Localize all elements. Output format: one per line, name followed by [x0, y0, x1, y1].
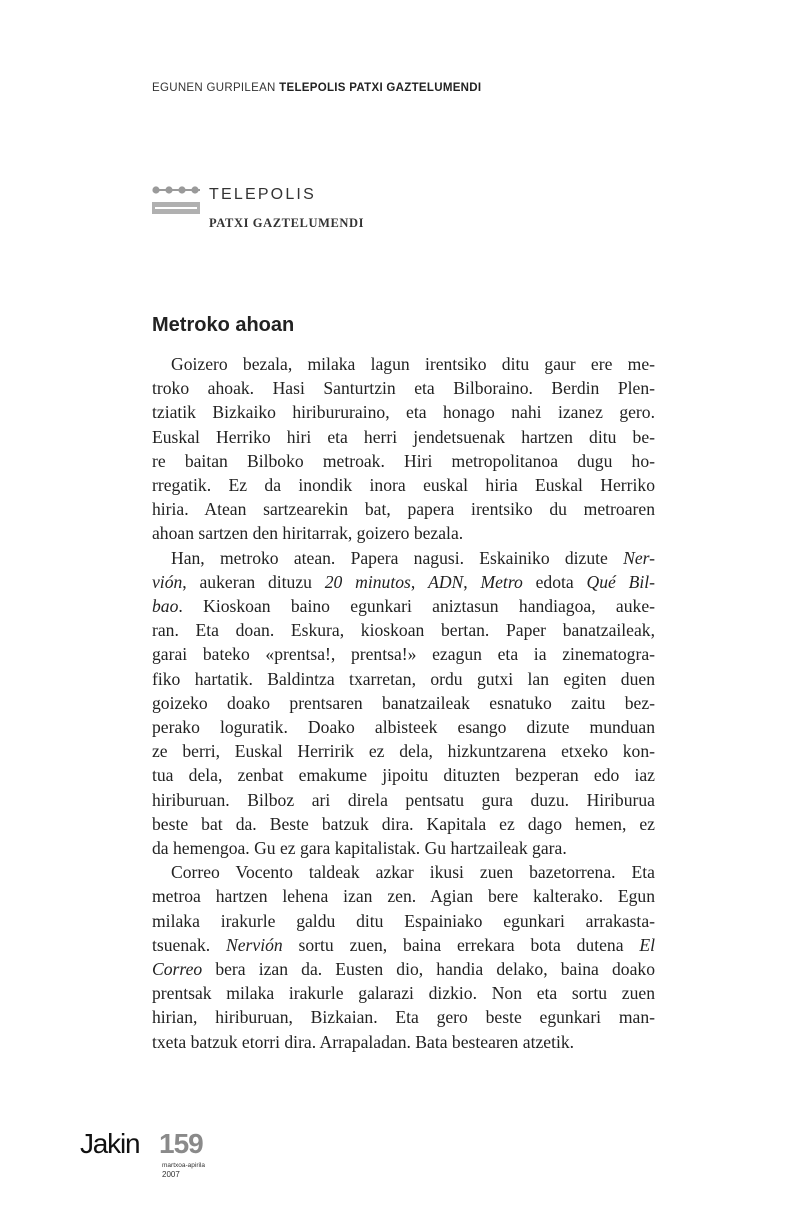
text-segment: milaka irakurle galdu ditu Espainiako egunkari arrakasta- — [152, 910, 655, 931]
text-segment: ze berri, Euskal Herririk ez dela, hizkuntzarena etxeko kon- — [152, 741, 655, 762]
body-line — [152, 884, 655, 908]
text-segment: bera izan da. Eusten dio, handia delako, baina doako — [202, 959, 655, 980]
body-line — [152, 691, 655, 715]
body-line — [152, 570, 655, 594]
text-segment: edota — [522, 571, 587, 592]
body-line — [152, 1030, 655, 1054]
running-head-author: PATXI GAZTELUMENDI — [349, 82, 482, 94]
body-line — [152, 618, 655, 642]
journal-logo — [80, 1128, 230, 1183]
body-line — [152, 352, 655, 376]
body-line — [152, 957, 655, 981]
section-bar-icon — [152, 202, 200, 214]
section-title: TELEPOLIS — [209, 186, 316, 203]
text-segment: prentsak milaka irakurle galarazi dizkio. Non eta sortu zuen — [152, 983, 655, 1004]
text-segment: garai bateko «prentsa!, prentsa!» ezagun eta ia zinematogra- — [152, 644, 655, 665]
italic-segment: 20 minutos — [324, 571, 411, 592]
running-head — [152, 82, 481, 94]
body-line — [152, 400, 655, 424]
article-body — [152, 352, 655, 1054]
section-author: PATXI GAZTELUMENDI — [209, 216, 365, 230]
body-line — [152, 1005, 655, 1029]
text-segment: perako loguratik. Doako albisteek esango dizute munduan — [152, 717, 655, 738]
article-title: Metroko ahoan — [152, 314, 295, 336]
italic-segment: Metro — [480, 571, 523, 592]
text-segment: . Kioskoan baino egunkari aniztasun handiagoa, auke- — [178, 596, 655, 617]
body-line — [152, 860, 655, 884]
issue-year: 2007 — [162, 1170, 180, 1179]
dots-line-icon — [152, 184, 204, 196]
italic-segment: bao — [152, 596, 179, 617]
text-segment: troko ahoak. Hasi Santurtzin eta Bilboraino. Berdin Plen- — [152, 378, 655, 399]
text-segment: , aukeran dituzu — [182, 571, 325, 592]
text-segment: fiko hartatik. Baldintza txarretan, ordu gutxi lan egiten duen — [152, 668, 655, 689]
body-line — [152, 763, 655, 787]
body-line — [152, 788, 655, 812]
body-line — [152, 812, 655, 836]
body-line — [152, 521, 655, 545]
text-segment: Correo Vocento taldeak azkar ikusi zuen bazetorrena. Eta — [171, 862, 655, 883]
text-segment: ran. Eta doan. Eskura, kioskoan bertan. Paper banatzaileak, — [152, 620, 655, 641]
body-line — [152, 376, 655, 400]
text-segment: , — [410, 571, 429, 592]
body-line — [152, 933, 655, 957]
italic-segment: vión — [152, 571, 183, 592]
body-line — [152, 836, 655, 860]
issue-months: martxoa-apirila — [162, 1162, 205, 1169]
italic-segment: Correo — [152, 959, 203, 980]
running-head-column: TELEPOLIS — [279, 82, 346, 94]
text-segment: txeta batzuk etorri dira. Arrapaladan. Bata bestearen atzetik. — [152, 1031, 575, 1052]
text-segment: Han, metroko atean. Papera nagusi. Eskainiko dizute — [171, 547, 624, 568]
italic-segment: ADN — [428, 571, 464, 592]
text-segment: beste bat da. Beste batzuk dira. Kapitala ez dago hemen, ez — [152, 813, 655, 834]
issue-number: 159 — [159, 1128, 203, 1159]
italic-segment: Qué Bil- — [586, 571, 656, 592]
text-segment: , — [463, 571, 481, 592]
text-segment: rregatik. Ez da inondik inora euskal hiria Euskal Herriko — [152, 475, 655, 496]
body-line — [152, 981, 655, 1005]
text-segment: tua dela, zenbat emakume jipoitu dituzten bezperan edo iaz — [152, 765, 655, 786]
text-segment: tziatik Bizkaiko hiribururaino, eta honago nahi izanez gero. — [152, 402, 655, 423]
body-line — [152, 473, 655, 497]
journal-name: Jakin — [80, 1128, 140, 1159]
body-line — [152, 909, 655, 933]
body-line — [152, 667, 655, 691]
italic-segment: El — [639, 934, 655, 955]
text-segment: tsuenak. — [152, 934, 226, 955]
body-line — [152, 739, 655, 763]
text-segment: metroa hartzen lehena izan zen. Agian bere kalterako. Egun — [152, 886, 655, 907]
italic-segment: Nervión — [226, 934, 283, 955]
body-line — [152, 497, 655, 521]
text-segment: hiria. Atean sartzearekin bat, papera irentsiko du metroaren — [152, 499, 655, 520]
text-segment: da hemengoa. Gu ez gara kapitalistak. Gu hartzaileak gara. — [152, 838, 567, 859]
text-segment: ahoan sartzen den hiritarrak, goizero bezala. — [152, 523, 464, 544]
text-segment: re baitan Bilboko metroak. Hiri metropolitanoa dugu ho- — [152, 450, 655, 471]
body-line — [152, 642, 655, 666]
running-head-section: EGUNEN GURPILEAN — [152, 82, 276, 94]
text-segment: hirian, hiriburuan, Bizkaian. Eta gero beste egunkari man- — [152, 1007, 655, 1028]
text-segment: Goizero bezala, milaka lagun irentsiko ditu gaur ere me- — [171, 354, 655, 374]
text-segment: goizeko doako prentsaren banatzaileak esnatuko zaitu bez- — [152, 692, 655, 713]
body-line — [152, 546, 655, 570]
text-segment: Euskal Herriko hiri eta herri jendetsuenak hartzen ditu be- — [152, 426, 655, 447]
italic-segment: Ner- — [623, 547, 655, 568]
text-segment: sortu zuen, baina errekara bota dutena — [282, 934, 640, 955]
body-line — [152, 715, 655, 739]
section-header — [152, 184, 552, 234]
body-line — [152, 425, 655, 449]
text-segment: hiriburuan. Bilboz ari direla pentsatu gura duzu. Hiriburua — [152, 789, 655, 810]
body-line — [152, 594, 655, 618]
body-line — [152, 449, 655, 473]
